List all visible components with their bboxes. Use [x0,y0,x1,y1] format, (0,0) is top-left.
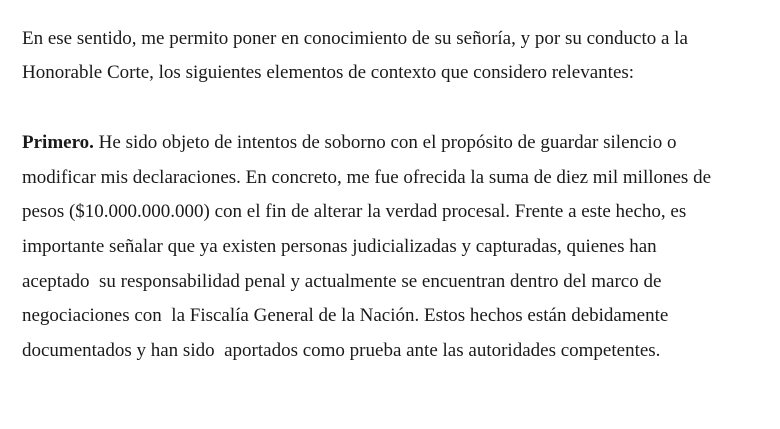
intro-line-2: Honorable Corte, los siguientes elementos de contexto que considero relevantes: [22,62,635,83]
first-point-line-1-text: He sido objeto de intentos de soborno con el propósito de guardar silencio o [93,132,677,153]
first-point-line-7: documentados y han sido aportados como prueba ante las autoridades competentes. [22,340,661,361]
first-point-line-4: importante señalar que ya existen personas judicializadas y capturadas, quienes han [22,236,657,257]
first-point-heading: Primero. [22,132,94,153]
first-point-line-3: pesos ($10.000.000.000) con el fin de alterar la verdad procesal. Frente a este hecho, es [22,201,687,222]
first-point-line-6: negociaciones con la Fiscalía General de la Nación. Estos hechos están debidamente [22,305,669,326]
intro-line-1: En ese sentido, me permito poner en conocimiento de su señoría, y por su conducto a la [22,28,688,49]
first-point-line-5: aceptado su responsabilidad penal y actualmente se encuentran dentro del marco de [22,271,662,292]
first-point-line-1 [22,131,676,155]
first-point-line-2: modificar mis declaraciones. En concreto, me fue ofrecida la suma de diez mil millones de [22,167,712,188]
